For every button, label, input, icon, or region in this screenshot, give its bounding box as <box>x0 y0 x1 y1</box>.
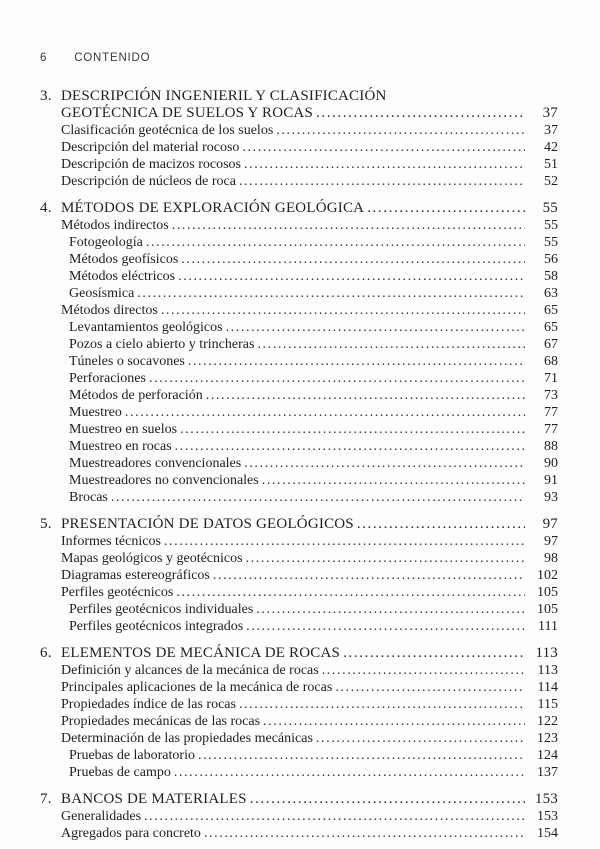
dot-leader <box>206 387 525 404</box>
toc-entry <box>40 285 558 302</box>
entry-label: Fotogeología <box>69 235 143 250</box>
dot-leader <box>204 825 525 842</box>
dot-leader <box>250 791 525 808</box>
toc-entry <box>40 139 558 156</box>
entry-label: Generalidades <box>61 809 142 824</box>
page-number: 98 <box>544 551 558 566</box>
dot-leader <box>161 302 525 319</box>
page-number: 58 <box>544 269 558 284</box>
entry-label: Túneles o socavones <box>69 354 185 369</box>
dot-leader <box>335 679 525 696</box>
toc-entry <box>40 808 558 825</box>
page-number: 67 <box>544 337 558 352</box>
toc-entry <box>40 455 558 472</box>
dot-leader <box>178 268 525 285</box>
dot-leader <box>263 713 525 730</box>
dot-leader <box>149 370 525 387</box>
entry-label: Principales aplicaciones de la mecánica de rocas <box>61 680 333 695</box>
dot-leader <box>111 489 525 506</box>
entry-label: Perfiles geotécnicos individuales <box>69 602 254 617</box>
entry-label: Perfiles geotécnicos integrados <box>69 619 244 634</box>
dot-leader <box>276 122 525 139</box>
dot-leader <box>137 285 525 302</box>
toc-entry <box>40 533 558 550</box>
toc-entry <box>40 747 558 764</box>
dot-leader <box>242 139 525 156</box>
dot-leader <box>175 438 525 455</box>
page-number: 114 <box>537 680 558 695</box>
page-number: 113 <box>537 663 558 678</box>
toc-chapter-heading <box>40 645 558 662</box>
page-number: 113 <box>535 645 558 661</box>
entry-label: Mapas geológicos y geotécnicos <box>61 551 243 566</box>
toc-chapter-heading <box>40 516 558 533</box>
page-number: 154 <box>537 826 558 841</box>
dot-leader <box>257 336 525 353</box>
toc-section <box>40 200 558 506</box>
chapter-number: 4. <box>40 200 52 216</box>
page-number: 102 <box>537 568 558 583</box>
toc-entry <box>40 353 558 370</box>
toc-section <box>40 645 558 781</box>
toc-list <box>40 88 558 842</box>
page-number: 55 <box>544 235 558 250</box>
toc-entry <box>40 567 558 584</box>
dot-leader <box>188 353 525 370</box>
page-number: 56 <box>544 252 558 267</box>
entry-label: Propiedades índice de las rocas <box>61 697 236 712</box>
toc-entry <box>40 489 558 506</box>
toc-entry <box>40 404 558 421</box>
entry-label: Métodos geofísicos <box>69 252 179 267</box>
toc-entry <box>40 319 558 336</box>
toc-entry <box>40 472 558 489</box>
page-number: 115 <box>537 697 558 712</box>
dot-leader <box>246 618 525 635</box>
toc-section <box>40 791 558 842</box>
dot-leader <box>239 696 525 713</box>
toc-entry <box>40 825 558 842</box>
dot-leader <box>262 472 525 489</box>
entry-label: Levantamientos geológicos <box>69 320 223 335</box>
page-number: 55 <box>542 200 558 216</box>
page-number: 77 <box>544 405 558 420</box>
toc-entry <box>40 618 558 635</box>
page-number: 55 <box>544 218 558 233</box>
page-number: 122 <box>537 714 558 729</box>
page-number: 97 <box>542 516 558 532</box>
chapter-number: 6. <box>40 645 52 661</box>
dot-leader <box>180 421 525 438</box>
dot-leader <box>367 200 525 217</box>
toc-chapter-heading <box>40 88 558 105</box>
toc-entry <box>40 122 558 139</box>
entry-label: Métodos indirectos <box>61 218 169 233</box>
page-number: 91 <box>544 473 558 488</box>
toc-entry <box>40 370 558 387</box>
dot-leader <box>176 584 525 601</box>
dot-leader <box>322 662 525 679</box>
entry-label: Agregados para concreto <box>61 826 201 841</box>
dot-leader <box>316 105 525 122</box>
entry-label: Descripción de macizos rocosos <box>61 157 241 172</box>
entry-label: Perfiles geotécnicos <box>61 585 174 600</box>
entry-label: Pruebas de campo <box>69 765 171 780</box>
entry-label: Descripción del material rocoso <box>61 140 240 155</box>
header-title: CONTENIDO <box>74 52 151 64</box>
toc-chapter-heading <box>40 105 558 122</box>
page-number: 105 <box>537 585 558 600</box>
chapter-title: MÉTODOS DE EXPLORACIÓN GEOLÓGICA <box>61 200 365 216</box>
toc-entry <box>40 662 558 679</box>
toc-entry <box>40 550 558 567</box>
page-number: 65 <box>544 303 558 318</box>
chapter-title: DESCRIPCIÓN INGENIERIL Y CLASIFICACIÓN <box>61 88 387 104</box>
entry-label: Brocas <box>69 490 108 505</box>
chapter-number: 5. <box>40 516 52 532</box>
page-number: 37 <box>544 123 558 138</box>
toc-entry <box>40 302 558 319</box>
page-number: 52 <box>544 174 558 189</box>
chapter-title: PRESENTACIÓN DE DATOS GEOLÓGICOS <box>61 516 354 532</box>
dot-leader <box>172 217 525 234</box>
toc-entry <box>40 421 558 438</box>
toc-entry <box>40 251 558 268</box>
page-number: 73 <box>544 388 558 403</box>
toc-section <box>40 516 558 635</box>
page-number: 137 <box>537 765 558 780</box>
page-number: 71 <box>544 371 558 386</box>
entry-label: Muestreo en suelos <box>69 422 178 437</box>
page-number: 123 <box>537 731 558 746</box>
dot-leader <box>244 156 525 173</box>
dot-leader <box>316 730 525 747</box>
entry-label: Métodos directos <box>61 303 158 318</box>
dot-leader <box>244 455 525 472</box>
entry-label: Métodos eléctricos <box>69 269 176 284</box>
entry-label: Métodos de perforación <box>69 388 203 403</box>
toc-entry <box>40 696 558 713</box>
dot-leader <box>164 533 525 550</box>
chapter-title: ELEMENTOS DE MECÁNICA DE ROCAS <box>61 645 341 661</box>
toc-entry <box>40 336 558 353</box>
page-number: 65 <box>544 320 558 335</box>
toc-entry <box>40 679 558 696</box>
page-number: 105 <box>537 602 558 617</box>
dot-leader <box>213 567 525 584</box>
page-number: 153 <box>537 809 558 824</box>
entry-label: Propiedades mecánicas de las rocas <box>61 714 261 729</box>
dot-leader <box>357 516 525 533</box>
dot-leader <box>246 550 525 567</box>
entry-label: Diagramas estereográficos <box>61 568 210 583</box>
dot-leader <box>226 319 525 336</box>
page-number: 37 <box>542 105 558 121</box>
dot-leader <box>181 251 525 268</box>
page-number: 63 <box>544 286 558 301</box>
entry-label: Muestreo en rocas <box>69 439 172 454</box>
dot-leader <box>198 747 525 764</box>
toc-entry <box>40 730 558 747</box>
dot-leader <box>174 764 525 781</box>
toc-entry <box>40 156 558 173</box>
entry-label: Muestreo <box>69 405 122 420</box>
dot-leader <box>146 234 525 251</box>
page-number: 93 <box>544 490 558 505</box>
toc-entry <box>40 764 558 781</box>
chapter-title: BANCOS DE MATERIALES <box>61 791 247 807</box>
toc-entry <box>40 234 558 251</box>
page-number: 68 <box>544 354 558 369</box>
toc-entry <box>40 601 558 618</box>
toc-chapter-heading <box>40 791 558 808</box>
entry-label: Geosísmica <box>69 286 135 301</box>
toc-entry <box>40 387 558 404</box>
dot-leader <box>144 808 525 825</box>
chapter-number: 7. <box>40 791 52 807</box>
toc-section <box>40 88 558 190</box>
page-number: 153 <box>534 791 558 807</box>
toc-entry <box>40 217 558 234</box>
entry-label: Determinación de las propiedades mecánicas <box>61 731 313 746</box>
page-number: 90 <box>544 456 558 471</box>
dot-leader <box>256 601 525 618</box>
entry-label: Definición y alcances de la mecánica de rocas <box>61 663 319 678</box>
dot-leader <box>239 173 525 190</box>
entry-label: Pruebas de laboratorio <box>69 748 195 763</box>
chapter-number: 3. <box>40 88 52 104</box>
toc-entry <box>40 713 558 730</box>
entry-label: Clasificación geotécnica de los suelos <box>61 123 274 138</box>
toc-entry <box>40 173 558 190</box>
dot-leader <box>125 404 525 421</box>
page-number: 88 <box>544 439 558 454</box>
page-number: 42 <box>544 140 558 155</box>
page-number: 77 <box>544 422 558 437</box>
header-page-number: 6 <box>40 52 48 64</box>
toc-entry <box>40 268 558 285</box>
entry-label: Perforaciones <box>69 371 146 386</box>
entry-label: Muestreadores convencionales <box>69 456 242 471</box>
dot-leader <box>343 645 525 662</box>
entry-label: Muestreadores no convencionales <box>69 473 259 488</box>
page-number: 124 <box>537 748 558 763</box>
entry-label: Informes técnicos <box>61 534 161 549</box>
chapter-title: GEOTÉCNICA DE SUELOS Y ROCAS <box>61 105 314 121</box>
page-header <box>40 52 558 64</box>
entry-label: Pozos a cielo abierto y trincheras <box>69 337 255 352</box>
page-number: 111 <box>538 619 558 634</box>
page-number: 97 <box>544 534 558 549</box>
page-number: 51 <box>544 157 558 172</box>
toc-entry <box>40 438 558 455</box>
toc-entry <box>40 584 558 601</box>
toc-chapter-heading <box>40 200 558 217</box>
entry-label: Descripción de núcleos de roca <box>61 174 236 189</box>
